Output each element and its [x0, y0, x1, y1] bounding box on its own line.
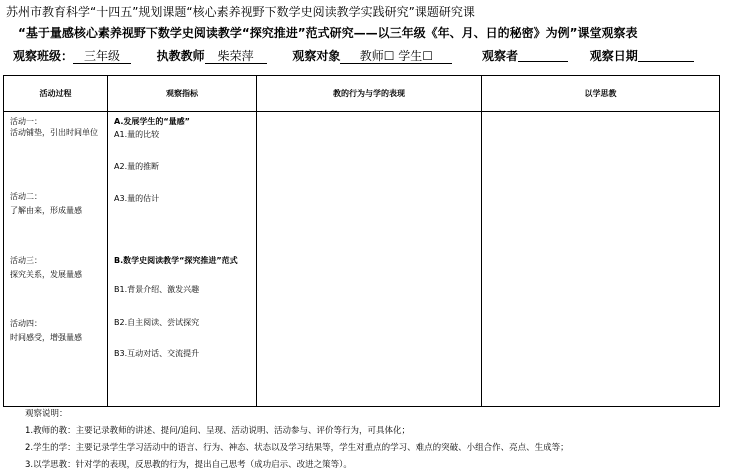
indicator-b3: B3.互动对话、交流提升 — [114, 349, 200, 358]
notes-heading: 观察说明： — [25, 409, 68, 419]
note-item: 3.以学思教：针对学的表现，反思教的行为，提出自己思考（成功启示、改进之策等）。 — [25, 460, 352, 470]
indicator-a1: A1.量的比较 — [114, 130, 160, 139]
teacher-label: 执教教师 — [156, 49, 205, 63]
object-field[interactable]: 教师☐ 学生☐ — [340, 49, 452, 64]
activity-2-title: 活动二： — [10, 192, 42, 201]
table-body-row — [4, 112, 720, 407]
class-label: 观察班级： — [13, 49, 74, 63]
observation-form-title: “基于量感核心素养视野下数学史阅读教学“探究推进”范式研究——以三年级《年、月、日的秘密》为例”课堂观察表 — [18, 26, 638, 40]
project-header: 苏州市教育科学“十四五”规划课题“核心素养视野下数学史阅读教学实践研究”课题研究课 — [6, 5, 475, 19]
indicator-group-b: B.数学史阅读教学“探究推进”范式 — [114, 256, 238, 265]
activity-cell — [4, 112, 108, 407]
activity-1-desc: 活动铺垫，引出时间单位 — [10, 128, 98, 137]
behavior-cell[interactable] — [257, 112, 482, 407]
note-item: 2.学生的学：主要记录学生学习活动中的语言、行为、神态、状态以及学习结果等，学生对重点的学习、难点的突破、小组合作、亮点、生成等； — [25, 443, 569, 453]
header-activity: 活动过程 — [4, 76, 108, 112]
note-item: 1.教师的教：主要记录教师的讲述、提问/追问、呈现、活动说明、活动参与、评价等行为，可具体化； — [25, 426, 410, 436]
indicator-group-a: A.发展学生的“量感” — [114, 117, 190, 126]
activity-3-title: 活动三： — [10, 256, 42, 265]
observer-field[interactable] — [518, 49, 568, 62]
observer-label: 观察者 — [482, 49, 519, 63]
indicator-a2: A2.量的推断 — [114, 162, 160, 171]
date-field[interactable] — [638, 49, 694, 62]
object-label: 观察对象 — [292, 49, 341, 63]
reflection-cell[interactable] — [482, 112, 720, 407]
date-label: 观察日期 — [589, 49, 638, 63]
observation-notes — [25, 406, 569, 474]
table-header-row — [4, 76, 720, 112]
indicator-a3: A3.量的估计 — [114, 194, 160, 203]
activity-4-desc: 时间感受，增强量感 — [10, 333, 82, 342]
observation-table — [3, 75, 720, 407]
class-field[interactable]: 三年级 — [73, 49, 131, 64]
activity-4-title: 活动四： — [10, 319, 42, 328]
header-indicator: 观察指标 — [108, 76, 257, 112]
activity-1-title: 活动一： — [10, 117, 42, 126]
indicator-cell — [108, 112, 257, 407]
info-row — [13, 47, 694, 64]
indicator-b1: B1.背景介绍、激发兴趣 — [114, 285, 200, 294]
header-reflection: 以学思教 — [482, 76, 720, 112]
activity-2-desc: 了解由来，形成量感 — [10, 206, 82, 215]
header-behavior: 教的行为与学的表现 — [257, 76, 482, 112]
indicator-b2: B2.自主阅读、尝试探究 — [114, 318, 200, 327]
activity-3-desc: 探究关系，发展量感 — [10, 270, 82, 279]
teacher-field[interactable]: 柴荣萍 — [205, 49, 267, 64]
